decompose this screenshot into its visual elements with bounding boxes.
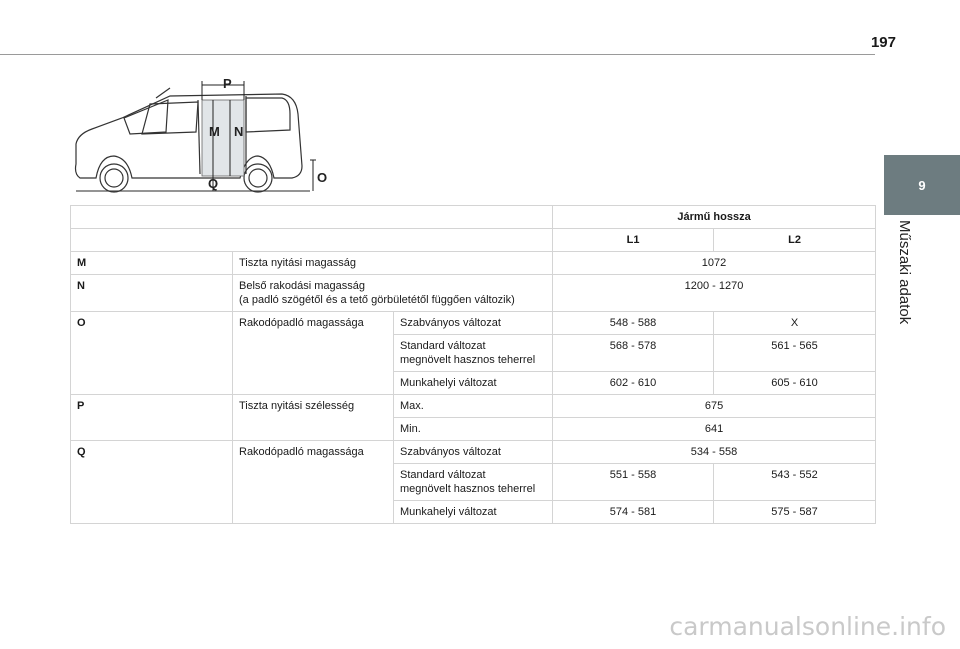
table-row (71, 395, 876, 418)
label-n: N (234, 124, 244, 139)
vehicle-side-view-figure (70, 74, 332, 200)
row-label: Tiszta nyitási szélesség (233, 395, 394, 441)
table-header-row (71, 229, 876, 252)
chapter-number: 9 (918, 177, 926, 193)
header-rule (0, 54, 875, 55)
header-vehicle-length: Jármű hossza (553, 206, 876, 229)
table-row (71, 312, 876, 335)
table-row (71, 441, 876, 464)
page-number: 197 (870, 34, 896, 51)
row-value: 641 (553, 418, 876, 441)
variant-label: Max. (394, 395, 553, 418)
variant-label: Standard változat megnövelt hasznos teherrel (394, 335, 553, 372)
row-label: Belső rakodási magasság (a padló szögétől és a tető görbületétől függően változik) (233, 275, 553, 312)
l2-value: X (714, 312, 876, 335)
row-value: 675 (553, 395, 876, 418)
row-code: Q (71, 441, 233, 524)
chapter-tab[interactable] (884, 155, 960, 215)
l1-value: 602 - 610 (553, 372, 714, 395)
chapter-title: Műszaki adatok (896, 220, 913, 325)
l2-value: 605 - 610 (714, 372, 876, 395)
row-label: Tiszta nyitási magasság (233, 252, 553, 275)
variant-label: Standard változat megnövelt hasznos teherrel (394, 464, 553, 501)
row-value: 1072 (553, 252, 876, 275)
l1-value: 551 - 558 (553, 464, 714, 501)
variant-label: Szabványos változat (394, 441, 553, 464)
variant-label: Szabványos változat (394, 312, 553, 335)
header-empty (71, 206, 553, 229)
label-p: P (223, 76, 232, 91)
label-m: M (209, 124, 220, 139)
l1-value: 548 - 588 (553, 312, 714, 335)
l1-value: 574 - 581 (553, 501, 714, 524)
row-code: O (71, 312, 233, 395)
row-code: P (71, 395, 233, 441)
l2-value: 561 - 565 (714, 335, 876, 372)
row-label: Rakodópadló magassága (233, 312, 394, 395)
table-row (71, 275, 876, 312)
row-code: N (71, 275, 233, 312)
l2-value: 543 - 552 (714, 464, 876, 501)
l2-value: 575 - 587 (714, 501, 876, 524)
table-row (71, 252, 876, 275)
watermark: carmanualsonline.info (669, 612, 946, 641)
header-l1: L1 (553, 229, 714, 252)
row-code: M (71, 252, 233, 275)
header-l2: L2 (714, 229, 876, 252)
variant-label: Munkahelyi változat (394, 372, 553, 395)
label-q: Q (208, 176, 219, 191)
row-value: 1200 - 1270 (553, 275, 876, 312)
header-empty (71, 229, 553, 252)
variant-label: Munkahelyi változat (394, 501, 553, 524)
row-value: 534 - 558 (553, 441, 876, 464)
dimensions-table (70, 205, 876, 524)
label-o: O (317, 170, 328, 185)
l1-value: 568 - 578 (553, 335, 714, 372)
variant-label: Min. (394, 418, 553, 441)
row-label: Rakodópadló magassága (233, 441, 394, 524)
table-header-row (71, 206, 876, 229)
